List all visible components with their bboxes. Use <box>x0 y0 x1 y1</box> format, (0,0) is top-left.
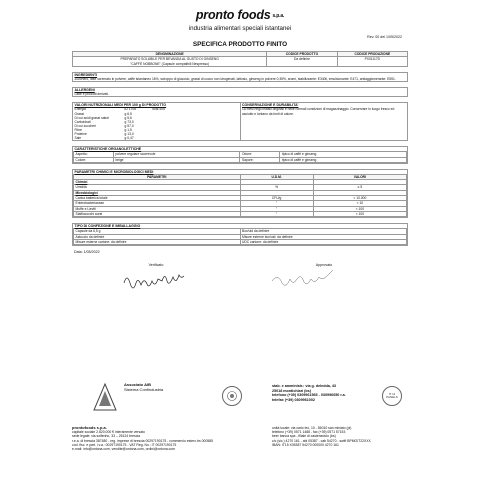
company-subtitle: industria alimentari speciali istantanei <box>188 25 292 32</box>
organoleptic-row <box>74 157 407 162</box>
allergens-text: Latte e prodotti derivati. <box>74 92 109 97</box>
chemical-header-param: PARAMETRI <box>74 174 241 179</box>
allergens-title: ALLERGENI <box>74 88 95 93</box>
production-code: PX01117D <box>337 57 407 67</box>
company-info-line: r.e.a. di brescia 387480 - reg. imprese di brescia 00297190175 - commercio estero bs 000585 <box>72 438 213 443</box>
approved-signature <box>272 270 333 285</box>
company-info-line: e-mail: info@ontona.com, vendite@ontona.com, ordini@ontona.com <box>72 447 176 452</box>
product-header-production: CODICE PRODUZIONE <box>337 52 407 57</box>
chemical-header-value: VALORI <box>313 174 406 179</box>
nutrition-value-alt: kcal 405 <box>152 107 165 112</box>
organoleptic-value: tipico di caffè e ginseng <box>280 152 407 157</box>
office-bank-info <box>272 426 372 447</box>
packaging-cell-left: Misure esterne cartone: da definire <box>74 239 241 244</box>
ingredients-title: INGREDIENTI <box>74 72 98 77</box>
assoc-logo-icon <box>92 382 118 412</box>
chemical-value: < 10.000 <box>313 196 406 201</box>
nutrition-label: Grassi <box>74 111 85 116</box>
organoleptic-title: CARATTERISTICHE ORGANOLETTICHE <box>74 147 142 152</box>
organoleptic-table <box>73 151 407 163</box>
organoleptic-section <box>72 146 408 164</box>
plant-address-line: telefono (+39) 0309961565 - 030996650 r.a. <box>272 393 346 398</box>
nutrition-conservation-section <box>72 102 408 141</box>
nutrition-column <box>73 103 240 140</box>
packaging-table <box>73 228 407 245</box>
plant-address-line: stab. e amministr.: via g. deledda, 43 <box>272 384 336 388</box>
chemical-param: Carica batterica totale <box>74 196 241 201</box>
nutrition-label: Sale <box>74 136 82 141</box>
packaging-cell-left: Astuccio da definire <box>74 234 241 239</box>
product-name <box>73 57 267 67</box>
nutrition-label: Proteine <box>74 132 87 137</box>
packaging-row <box>74 239 407 244</box>
chemical-param: Chimici <box>74 180 241 185</box>
plant-address-line: telefax (+39) 0309961002 <box>272 397 315 402</box>
association-sub: Sistema Confindustria <box>124 387 164 392</box>
revision-label: Rev. 00 del 1/05/2022 <box>367 35 402 39</box>
company-legal-info <box>72 426 222 451</box>
nutrition-value: kJ 1706 <box>124 107 137 112</box>
chemical-unit: CFU/g <box>240 196 313 201</box>
nutrition-label: Fibre <box>74 127 83 132</box>
signatures-area <box>72 267 408 297</box>
chemical-value: < 10 <box>313 201 406 206</box>
office-info-line: unità locale: via carlo leo, 10 - 56010 san miniato (pi) <box>272 426 352 430</box>
organoleptic-value: polvere regolare scorrevole <box>113 152 240 157</box>
chemical-table <box>73 174 407 217</box>
office-info-line: c/c (sic.) 4270 161 - abi 05387 - cab 54270 - swift BPMOIT22XXX <box>272 438 371 443</box>
chemical-param: Microbiologici <box>74 190 241 195</box>
office-info-line: IBAN: IT15 X05387 54270 000000 4270 161 <box>272 442 339 447</box>
ingredients-text: Zucchero, latte scremato in polvere, caffè istantaneo 16%, sciroppo di glucosio, grassi di cocco non idrogenati, lattosio, ginseng in polvere 0,35%, aromi, stabilizzante: E340ii, emulsionante: E471, antiagglomerante: E551. <box>74 76 396 81</box>
document-title: SPECIFICA PRODOTTO FINITO <box>192 41 288 48</box>
chemical-header-unit: U.D.M. <box>240 174 313 179</box>
nutrition-title: VALORI NUTRIZIONALI MEDI PER 100 g DI PRODOTTO <box>74 103 167 108</box>
cert-badge-icon <box>226 390 238 402</box>
office-info-line: beer banca spa - filiale di castenedolo (bs) <box>272 434 336 439</box>
nutrition-value: g 73,0 <box>124 119 134 124</box>
nutrition-value: g 57,0 <box>124 123 134 128</box>
document-date: Data: 1/05/2022 <box>74 250 100 255</box>
page-footer <box>72 382 408 474</box>
chemical-value: < 100 <box>313 206 406 211</box>
nutrition-value: g 5,6 <box>124 115 132 120</box>
chemical-value: < 100 <box>313 211 406 216</box>
allergens-section <box>72 87 408 97</box>
nutrition-label: Di cui acidi grassi saturi <box>74 115 110 120</box>
product-table <box>72 51 408 67</box>
verified-signature <box>124 275 184 288</box>
organoleptic-key: Odore: <box>240 152 280 157</box>
cert-badge-1 <box>222 386 242 406</box>
chemical-param: Muffe e Lieviti <box>74 206 241 211</box>
chemical-title: PARAMETRI CHIMICI E MICROBIOLOGICI MEDI <box>74 169 154 174</box>
verified-label: Verificato <box>148 263 164 268</box>
organoleptic-key: Colore: <box>74 157 114 162</box>
chemical-row <box>74 211 407 216</box>
packaging-cell-right: Misure esterne box/uid: da definire <box>240 234 407 239</box>
cert-badge-2 <box>382 386 402 406</box>
nutrition-label: Energia <box>74 107 86 112</box>
product-header-code: CODICE PRODOTTO <box>267 52 337 57</box>
company-info-line: capitale sociale 2.820.000 € interamente versato <box>72 430 145 435</box>
nutrition-value: g 13,0 <box>124 132 134 137</box>
footer-company-name: prontofoods s.p.a. <box>72 425 107 430</box>
organoleptic-value: tipico di caffè e ginseng <box>280 157 407 162</box>
organoleptic-key: Sapore: <box>240 157 280 162</box>
chemical-value: ≤ 5 <box>313 185 406 190</box>
packaging-cell-right: UDC cartone: da definire <box>240 239 407 244</box>
packaging-cell-right: Box/uid da definire <box>240 229 407 234</box>
plant-address-line: 25018 montichiari (bs) <box>272 388 311 393</box>
nutrition-value: g 6,5 <box>124 111 132 116</box>
badge-text: IT 11 PANELS <box>386 391 398 399</box>
company-info-line: sede legale: via solferino, 33 – 25124 brescia <box>72 434 141 439</box>
nutrition-row <box>73 136 240 140</box>
ingredients-section <box>72 72 408 82</box>
packaging-section <box>72 223 408 246</box>
conservation-text: 18 mesi negli imballi originali e nelle normali condizioni di magazzinaggio. Conservare in luogo fresco ed asciutto e lontano da fonti di calore. <box>242 107 395 116</box>
packaging-title: TIPO DI CONFEZIONE E IMBALLAGGIO <box>74 224 141 229</box>
product-code: Da definire <box>267 57 337 67</box>
nutrition-rows <box>73 107 240 140</box>
product-header-name: DENOMINAZIONE <box>73 52 267 57</box>
association-name: Associato AIB <box>124 382 151 387</box>
chemical-param: Umidità <box>74 185 241 190</box>
plant-address <box>272 384 372 402</box>
nutrition-label: Di cui zuccheri <box>74 123 96 128</box>
packaging-cell-left: Capsule da 6,5 g <box>74 229 241 234</box>
chemical-param: Enterobacteriaceae <box>74 201 241 206</box>
logo-suffix: s.p.a. <box>272 12 285 19</box>
nutrition-label: Carboidrati <box>74 119 91 124</box>
chemical-unit: % <box>240 185 313 190</box>
chemical-section <box>72 169 408 218</box>
conservation-column <box>240 103 408 140</box>
spec-sheet-page <box>72 6 408 474</box>
approved-label: Approvato <box>315 263 333 268</box>
organoleptic-value: beige <box>113 157 240 162</box>
product-name-line2: "CAFFÈ NOBBONE" (Capsule compatibili Nespresso) <box>130 61 210 66</box>
product-name-line1: PREPARATO SOLUBILE PER BEVANDA AL GUSTO DI GINSENG <box>120 57 219 62</box>
organoleptic-key: Aspetto: <box>74 152 114 157</box>
company-logo <box>72 8 408 22</box>
association-info <box>124 382 163 392</box>
office-info-line: telefono (+39) 0571 1488 - fax (+39) 0571 57153 <box>272 430 346 435</box>
nutrition-value: g 1,5 <box>124 127 132 132</box>
nutrition-value: g 0,47 <box>124 136 134 141</box>
company-info-line: cod. fisc. e part. i.v.a.: 00297190175 - VAT Reg. No.: IT 00297190175 <box>72 442 177 447</box>
signature-graphics <box>72 267 408 297</box>
logo-text: pronto foods <box>195 8 271 22</box>
chemical-unit: " <box>240 211 313 216</box>
conservation-title: CONSERVAZIONE E DURABILITA' <box>242 103 299 108</box>
chemical-unit: " <box>240 201 313 206</box>
chemical-param: Stafilococchi aurei <box>74 211 241 216</box>
chemical-unit: " <box>240 206 313 211</box>
